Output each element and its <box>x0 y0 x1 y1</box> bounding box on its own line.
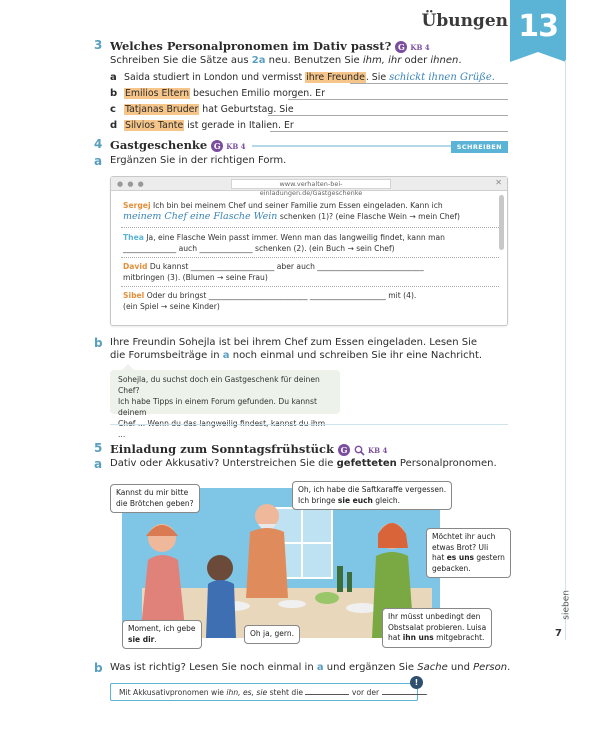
kb-ref: KB 4 <box>226 141 246 151</box>
sub-letter-a: a <box>94 154 103 168</box>
answer-line[interactable] <box>288 99 508 100</box>
post-divider <box>121 257 499 258</box>
answer-line[interactable] <box>268 115 508 116</box>
message-starter-box <box>110 370 340 439</box>
ex3-item-c: Tatjanas Bruder hat Geburtstag. Sie <box>125 104 294 115</box>
address-bar[interactable]: www.verhalten-bei-einladungen.de/Gastgeschenke <box>231 179 391 189</box>
exercise-5-number: 5 <box>94 441 103 455</box>
grammar-rule-box: Mit Akkusativpronomen wie ihn, es, sie steht die vor der . ! <box>110 683 418 701</box>
margin-line <box>565 60 566 640</box>
ex4-a-instruction: Ergänzen Sie in der richtigen Form. <box>110 155 287 166</box>
speech-bubble: Oh, ich habe die Saftkaraffe vergessen. Ich bringe sie euch gleich. <box>292 481 452 510</box>
exercise-3-title-text: Welches Personalpronomen im Dativ passt? <box>110 39 392 53</box>
forum-post-sergej: Sergej Ich bin bei meinem Chef und seiner Familie zum Essen eingeladen. Kann ich <box>123 201 443 210</box>
exercise-4-number: 4 <box>94 137 103 151</box>
item-letter: c <box>110 104 116 115</box>
answer-blank[interactable] <box>305 687 349 695</box>
exercise-4-title <box>110 138 246 152</box>
page-number: 7 <box>555 628 562 639</box>
kb-ref: KB 4 <box>368 445 388 455</box>
page-header <box>0 0 600 44</box>
item-letter: d <box>110 120 118 131</box>
item-letter: b <box>110 88 118 99</box>
speech-bubble: Moment, ich gebe sie dir. <box>122 620 202 649</box>
forum-browser-window <box>110 176 508 326</box>
forum-post-thea-line2: ______________ auch ______________ schenken (2). (ein Buch → sein Chef) <box>123 244 395 253</box>
speech-bubble: Möchtet ihr auch etwas Brot? Uli hat es uns gestern gebacken. <box>426 528 511 578</box>
forum-post-sibel: Sibel Oder du bringst __________________________ ____________________ mit (4). <box>123 291 417 300</box>
page-word: sieben <box>562 590 572 620</box>
exercise-3-title <box>110 39 430 53</box>
speech-bubble: Kannst du mir bitte die Brötchen geben? <box>110 484 200 513</box>
scrollbar[interactable] <box>499 195 504 250</box>
post-divider <box>121 286 499 287</box>
ex3-item-b: Emilios Eltern besuchen Emilio morgen. Er <box>125 88 325 99</box>
exercise-4-title-text: Gastgeschenke <box>110 138 208 152</box>
item-letter: a <box>110 72 117 83</box>
window-controls-icon[interactable]: ● ● ● <box>117 180 145 188</box>
magnifier-icon <box>354 445 365 456</box>
answer-line[interactable] <box>270 131 508 132</box>
ex5-b-instruction: Was ist richtig? Lesen Sie noch einmal in a und ergänzen Sie Sache und Person. <box>110 662 511 673</box>
exercise-3-instruction: Schreiben Sie die Sätze aus 2a neu. Benutzen Sie ihm, ihr oder ihnen. <box>110 55 462 66</box>
message-line: Ich habe Tipps in einem Forum gefunden. Du kannst deinem <box>118 397 317 417</box>
post-divider <box>121 227 499 228</box>
grammar-icon: G <box>338 444 350 456</box>
sub-letter-b: b <box>94 661 103 675</box>
forum-post-thea: Thea Ja, eine Flasche Wein passt immer. Wenn man das langweilig findet, kann man <box>123 233 445 242</box>
forum-post-david: David Du kannst ______________________ aber auch ____________________________ <box>123 262 424 271</box>
answer-line[interactable] <box>350 83 508 84</box>
kb-ref: KB 4 <box>410 42 430 52</box>
exercise-5-title-text: Einladung zum Sonntagsfrühstück <box>110 442 335 456</box>
forum-post-david-line2: mitbringen (3). (Blumen → seine Frau) <box>123 273 268 282</box>
speech-bubble: Oh ja, gern. <box>244 625 300 644</box>
exercise-3-number: 3 <box>94 38 103 52</box>
schreiben-tag: SCHREIBEN <box>451 141 508 153</box>
ex4-b-line2: die Forumsbeiträge in a noch einmal und schreiben Sie ihr eine Nachricht. <box>110 350 483 361</box>
browser-toolbar <box>111 177 507 197</box>
ex4-b-line1: Ihre Freundin Sohejla ist bei ihrem Chef zum Essen eingeladen. Lesen Sie <box>110 337 478 348</box>
ex5-a-instruction: Dativ oder Akkusativ? Unterstreichen Sie die gefetteten Personalpronomen. <box>110 458 497 469</box>
ex3-item-a: Saida studiert in London und vermisst ihre Freunde. Sie schickt ihnen Grüße. <box>124 72 495 83</box>
chapter-number: 13 <box>518 9 558 44</box>
ex3-item-d: Silvios Tante ist gerade in Italien. Er <box>125 120 294 131</box>
grammar-icon: G <box>395 41 407 53</box>
section-divider <box>252 145 464 147</box>
section-divider <box>110 424 508 425</box>
forum-post-sergej-line2: meinem Chef eine Flasche Wein schenken (1)? (eine Flasche Wein → mein Chef) <box>123 211 460 222</box>
section-title: Übungen <box>421 11 508 31</box>
message-line: Sohejla, du suchst doch ein Gastgeschenk für deinen Chef? <box>118 375 320 395</box>
forum-post-sibel-line2: (ein Spiel → seine Kinder) <box>123 302 220 311</box>
grammar-icon: G <box>211 140 223 152</box>
sub-letter-a: a <box>94 457 103 471</box>
exclamation-icon: ! <box>410 676 423 689</box>
close-icon[interactable]: ✕ <box>495 178 502 187</box>
sub-letter-b: b <box>94 336 103 350</box>
speech-bubble: Ihr müsst unbedingt den Obstsalat probieren. Luisa hat ihn uns mitgebracht. <box>382 608 492 648</box>
exercise-5-title <box>110 442 387 456</box>
message-line: ... <box>118 430 126 439</box>
